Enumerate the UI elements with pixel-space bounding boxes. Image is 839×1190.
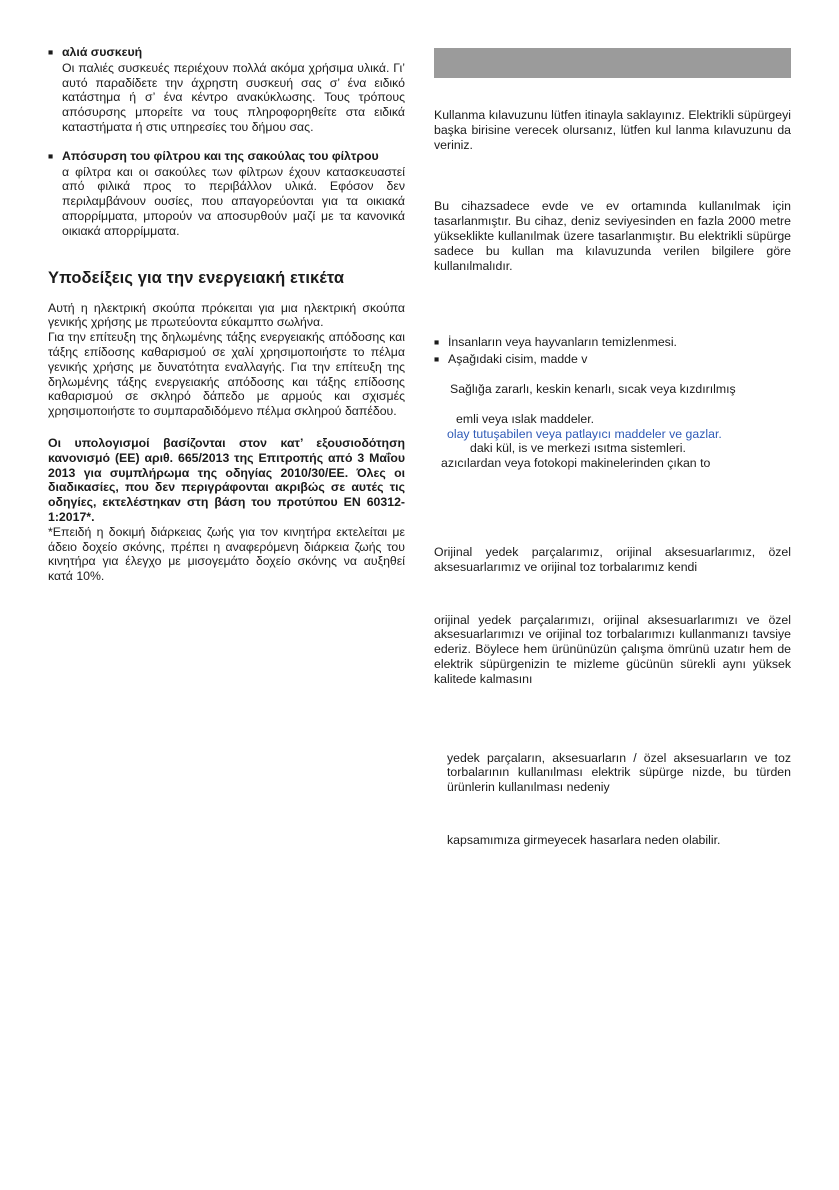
hazard-line-wet: emli veya ıslak maddeler.	[456, 411, 595, 426]
energy-paragraph-details: Για την επίτευξη της δηλωμένης τάξης ενεργειακής απόδοσης και τάξης επίδοσης καθαρισμού σε χαλί χρησιμοποιήστε το πέλμα γενικής χρήσης με δυνατότητα εναλλαγής. Για την επίτευξη της δηλωμένης τάξης ενεργειακής απόδοσης και τάξης επίδοσης καθαρισμού σε σκληρό δάπεδο με αρμούς και σχισμές χρησιμοποιήστε το συμπαραδιδόμενο πέλμα σκληρού δαπέδου.	[48, 330, 405, 419]
hazard-line-flammable: olay tutuşabilen veya patlayıcı maddeler ve gazlar.	[447, 426, 722, 441]
filter-disposal-title-row	[48, 149, 405, 164]
regulation-paragraph: Οι υπολογισμοί βασίζονται στον κατ’ εξουσιοδότηση κανονισμό (ΕΕ) αριθ. 665/2013 της Επιτροπής από 3 Μαΐου 2013 για συμπλήρωμα της οδηγίας 2010/30/ΕΕ. Όλες οι διαδικασίες, που δεν περιγράφονται ακριβώς σε αυτές τις οδηγίες, εκτελέστηκαν στη βάση του προτύπου EN 60312-1:2017*.	[48, 435, 405, 524]
bullet-square-icon: ■	[434, 337, 440, 348]
energy-paragraph-intro: Αυτή η ηλεκτρική σκούπα πρόκειται για μια ηλεκτρική σκούπα γενικής χρήσης με πρωτεύοντα εύκαμπτο σωλήνα.	[48, 300, 405, 330]
hazard-line-sharp: Sağlığa zararlı, keskin kenarlı, sıcak veya kızdırılmış	[450, 381, 736, 396]
section-header-bar	[434, 48, 791, 78]
old-appliance-title-row	[48, 45, 405, 60]
bullet-square-icon: ■	[434, 354, 440, 365]
warning-bullet-list	[434, 335, 791, 367]
footnote-paragraph: *Επειδή η δοκιμή διάρκειας ζωής για τον κινητήρα εκτελείται με άδειο δοχείο σκόνης, πρέπει η αναφερόμενη διάρκεια ζωής του κινητήρα για έλεγχο με μισογεμάτο δοχείο σκόνης να αυξηθεί κατά 10%.	[48, 524, 405, 584]
warning-bullet-row	[434, 335, 791, 350]
right-column-turkish	[434, 48, 791, 848]
filter-disposal-body: α φίλτρα και οι σακούλες των φίλτρων έχουν κατασκευαστεί από φιλικά προς το περιβάλλον υλικά. Εφόσον δεν περιλαμβάνουν ουσίες, που απαγορεύονται για τα οικιακά απορρίμματα, μπορούν να αποσυρθούν μαζί με τα κανονικά οικιακά απορρίμματα.	[62, 164, 405, 238]
warning-bullet-substances: Aşağıdaki cisim, madde v	[448, 352, 588, 367]
original-parts-paragraph-2: orijinal yedek parçalarımızı, orijinal aksesuarlarımızı ve özel aksesuarlarımızı ve orijinal toz torbalarımızı kullanmanızı tavsiye ederiz. Böylece hem ürününüzün çalışma ömrünü uzatır hem de elektrik süpürgenizin te mizleme gücünün sürekli aynı yüksek kalitede kalmasını	[434, 612, 791, 686]
filter-disposal-item	[48, 149, 405, 239]
intended-use-paragraph: Bu cihazsadece evde ve ev ortamında kullanılmak için tasarlanmıştır. Bu cihaz, deniz seviyesinden en fazla 2000 metre yükseklikte kullanılmak üzere tasarlanmıştır. Bu elektrikli süpürge sadece bu kullan ma kılavuzunda verilen bilgilere göre kullanılmalıdır.	[434, 199, 791, 273]
hazard-list	[434, 382, 791, 471]
old-appliance-title: αλιά συσκευή	[62, 45, 143, 59]
hazard-line-toner: azıcılardan veya fotokopi makinelerinden çıkan to	[441, 456, 711, 471]
old-appliance-body: Οι παλιές συσκευές περιέχουν πολλά ακόμα χρήσιμα υλικά. Γι’ αυτό παραδίδετε την άχρηστη συσκευή σας σ’ ένα ειδικό κατάστημα ή σ’ ένα κέντρο ανακύκλωσης. Τους τρόπους απόσυρσης μπορείτε να τους πληροφορηθείτε στα ειδικά καταστήματα ή στις υπηρεσίες του δήμου σας.	[62, 60, 405, 134]
left-column-greek	[48, 45, 405, 584]
original-parts-paragraph-1: Orijinal yedek parçalarımız, orijinal aksesuarlarımız, özel aksesuarlarımız ve orijinal toz torbalarımız kendi	[434, 544, 791, 574]
bullet-square-icon: ■	[48, 150, 54, 161]
bullet-square-icon: ■	[48, 47, 54, 57]
hazard-line-ash: daki kül, is ve merkezi ısıtma sistemleri.	[470, 441, 686, 456]
warning-bullet-row	[434, 352, 791, 367]
keep-manual-paragraph: Kullanma kılavuzunu lütfen itinayla saklayınız. Elektrikli süpürgeyi başka birisine verecek olursanız, lütfen kul lanma kılavuzunu da veriniz.	[434, 108, 791, 152]
warranty-note-paragraph: kapsamımıza girmeyecek hasarlara neden olabilir.	[447, 832, 721, 847]
filter-disposal-title: Απόσυρση του φίλτρου και της σακούλας του φίλτρου	[62, 148, 379, 163]
third-party-warning-paragraph: yedek parçaların, aksesuarların / özel aksesuarların ve toz torbalarının kullanılması elektrik süpürge nizde, bu türden ürünlerin kullanılması nedeniy	[447, 750, 791, 795]
energy-label-heading: Υποδείξεις για την ενεργειακή ετικέτα	[48, 268, 345, 287]
warning-bullet-people: İnsanların veya hayvanların temizlenmesi.	[448, 335, 677, 350]
old-appliance-item	[48, 45, 405, 135]
